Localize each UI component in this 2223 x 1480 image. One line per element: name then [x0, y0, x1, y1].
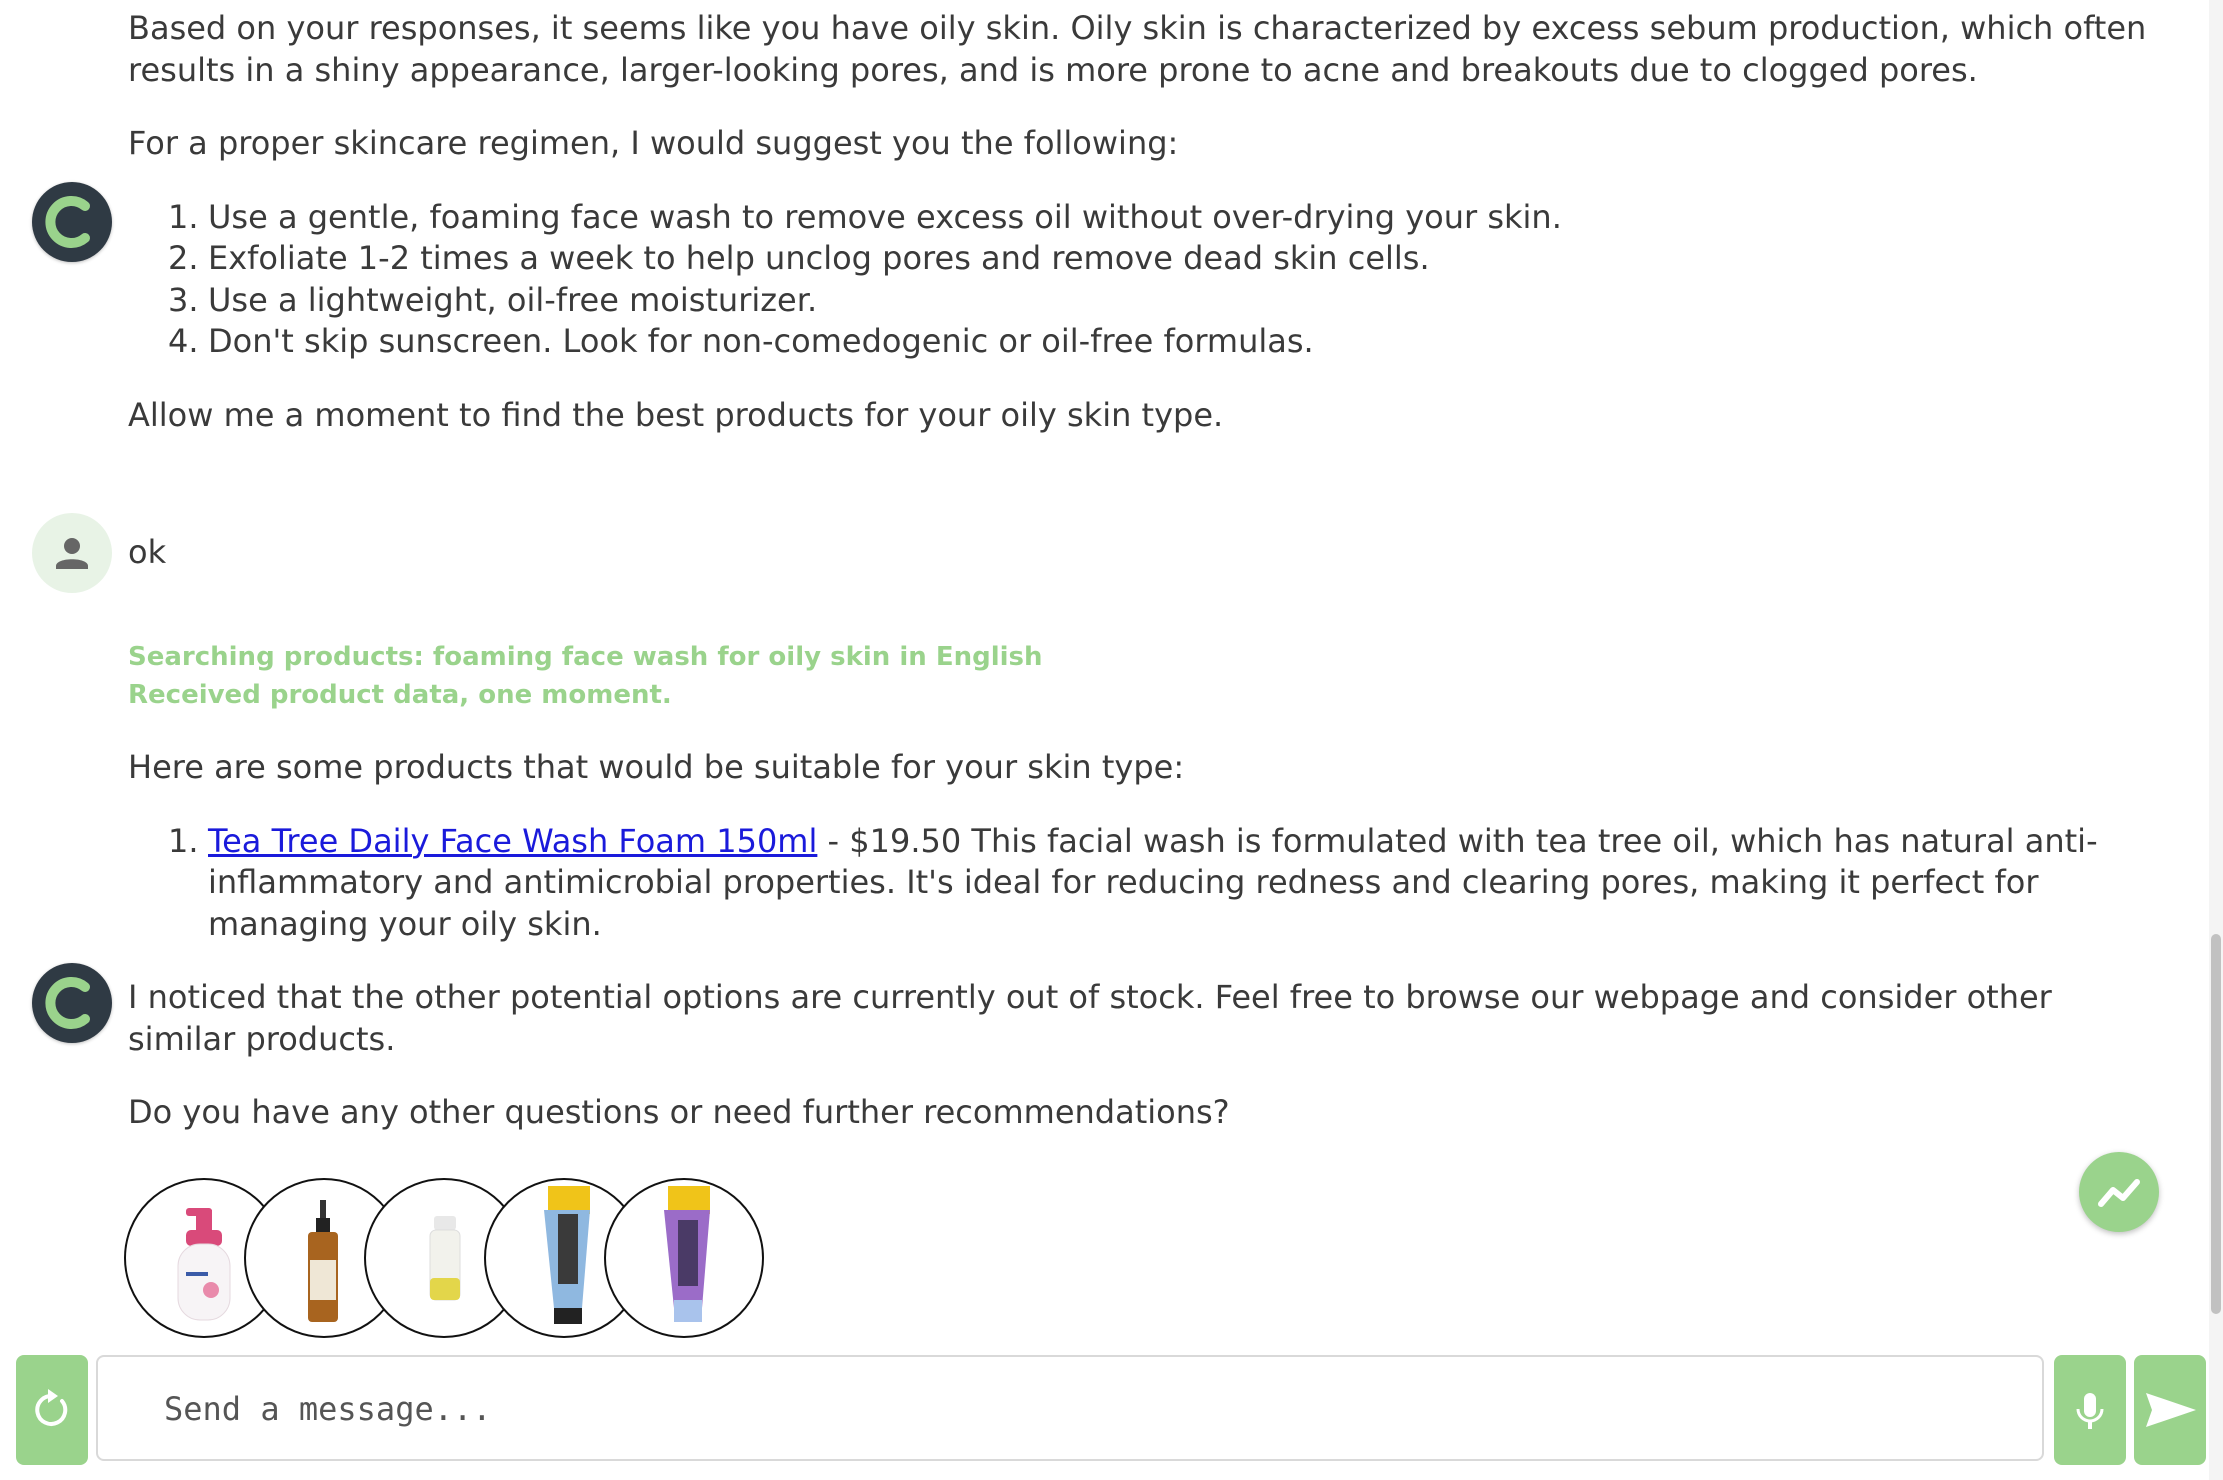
- message-paragraph: I noticed that the other potential options are currently out of stock. Feel free to browse our webpage and consider other similar products.: [128, 978, 2052, 1058]
- refresh-icon: [16, 1355, 88, 1465]
- tube-icon: [606, 1180, 762, 1336]
- scrollbar[interactable]: [2209, 0, 2223, 1480]
- scrollbar-thumb[interactable]: [2211, 934, 2221, 1314]
- message-paragraph: Here are some products that would be suitable for your skin type:: [128, 748, 1185, 786]
- person-icon: [32, 513, 112, 593]
- bot-message-1: [128, 8, 2168, 436]
- regimen-list: [128, 197, 2168, 363]
- message-paragraph: Do you have any other questions or need further recommendations?: [128, 1093, 1230, 1131]
- bot-logo-icon: [32, 182, 112, 262]
- product-list: [128, 821, 2168, 946]
- search-status: Searching products: foaming face wash for oily skin in English: [128, 642, 1043, 672]
- bot-logo-icon: [32, 963, 112, 1043]
- message-input[interactable]: [162, 1357, 2046, 1461]
- bot-message-2: [128, 747, 2168, 1134]
- user-avatar: [32, 513, 112, 593]
- message-paragraph: Based on your responses, it seems like you have oily skin. Oily skin is characterized by excess sebum production, which often results in a shiny appearance, larger-looking pores, and is more prone to acne and breakouts due to clogged pores.: [128, 9, 2147, 89]
- product-thumbnail-row: [124, 1178, 764, 1338]
- message-paragraph: Allow me a moment to find the best products for your oily skin type.: [128, 395, 1224, 434]
- trend-button[interactable]: [2079, 1152, 2159, 1232]
- product-thumbnail[interactable]: [604, 1178, 764, 1338]
- bot-avatar: [32, 963, 112, 1043]
- product-description: - $19.50 This facial wash is formulated with tea tree oil, which has natural anti-inflammatory and antimicrobial properties. It's ideal for reducing redness and clearing pores, making it perfect for managing your oily skin.: [208, 821, 2098, 943]
- received-status: Received product data, one moment.: [128, 680, 672, 710]
- list-item: 2. Exfoliate 1-2 times a week to help unclog pores and remove dead skin cells.: [168, 239, 1430, 277]
- list-item: 1. Tea Tree Daily Face Wash Foam 150ml - $19.50 This facial wash is formulated with tea tree oil, which has natural anti-inflammatory and antimicrobial properties. It's ideal for reducing redness and clearing pores, making it perfect for managing your oily skin.: [168, 821, 2098, 943]
- list-item: 1. Use a gentle, foaming face wash to remove excess oil without over-drying your skin.: [168, 197, 1562, 236]
- trend-line-icon: [2079, 1152, 2159, 1232]
- message-input-wrapper: [96, 1355, 2044, 1461]
- reset-button[interactable]: [16, 1355, 88, 1465]
- message-paragraph: For a proper skincare regimen, I would suggest you the following:: [128, 124, 1179, 162]
- user-message-1: ok: [128, 533, 167, 571]
- send-button[interactable]: [2134, 1355, 2206, 1465]
- send-icon: [2134, 1355, 2206, 1465]
- bot-avatar: [32, 182, 112, 262]
- microphone-icon: [2054, 1355, 2126, 1465]
- product-link[interactable]: Tea Tree Daily Face Wash Foam 150ml: [208, 821, 818, 860]
- list-item: 4. Don't skip sunscreen. Look for non-comedogenic or oil-free formulas.: [168, 322, 1314, 360]
- mic-button[interactable]: [2054, 1355, 2126, 1465]
- list-item: 3. Use a lightweight, oil-free moisturizer.: [168, 280, 818, 319]
